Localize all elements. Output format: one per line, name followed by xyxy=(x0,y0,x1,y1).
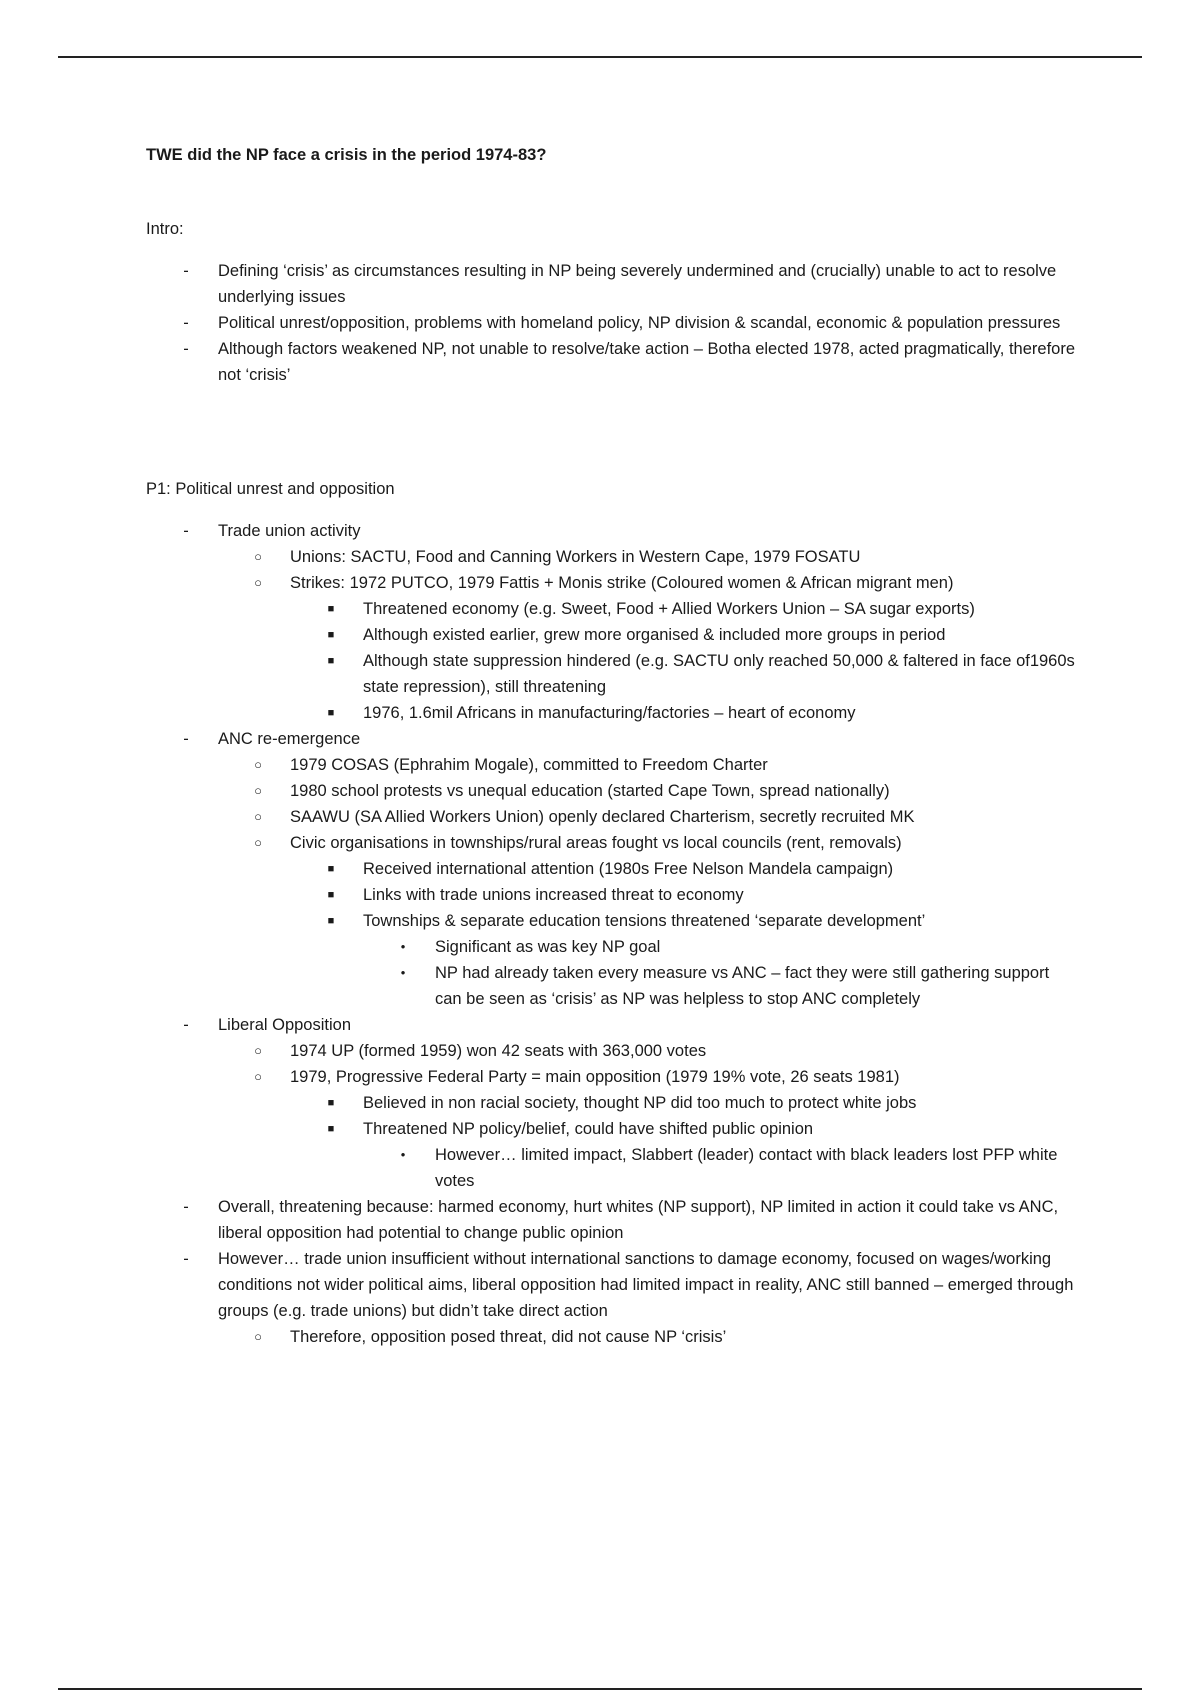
list-item: ○ Therefore, opposition posed threat, did not cause NP ‘crisis’ xyxy=(146,1324,1076,1350)
p1-section xyxy=(146,476,1076,1350)
dash-bullet-icon: - xyxy=(183,730,189,748)
square-bullet-icon: ■ xyxy=(327,707,335,719)
circle-bullet-icon: ○ xyxy=(254,757,262,772)
list-item: - Overall, threatening because: harmed economy, hurt whites (NP support), NP limited in action it could take vs ANC, liberal opposition had potential to change public opinion xyxy=(146,1194,1076,1246)
circle-bullet-icon: ○ xyxy=(254,809,262,824)
list-item: ■ Links with trade unions increased threat to economy xyxy=(146,882,1076,908)
circle-bullet-icon: ○ xyxy=(254,549,262,564)
list-item: ○ SAAWU (SA Allied Workers Union) openly declared Charterism, secretly recruited MK xyxy=(146,804,1076,830)
list-item: ■ Threatened economy (e.g. Sweet, Food + Allied Workers Union – SA sugar exports) xyxy=(146,596,1076,622)
list-item: ■ Although existed earlier, grew more organised & included more groups in period xyxy=(146,622,1076,648)
dash-bullet-icon: - xyxy=(183,1198,189,1216)
intro-heading: Intro: xyxy=(146,220,184,238)
dot-bullet-icon: • xyxy=(400,939,406,954)
list-item: ■ Threatened NP policy/belief, could have shifted public opinion xyxy=(146,1116,1076,1142)
square-bullet-icon: ■ xyxy=(327,655,335,667)
dot-bullet-icon: • xyxy=(400,1147,406,1162)
square-bullet-icon: ■ xyxy=(327,915,335,927)
list-item: ■ Received international attention (1980s Free Nelson Mandela campaign) xyxy=(146,856,1076,882)
list-item: ○ Civic organisations in townships/rural areas fought vs local councils (rent, removals) xyxy=(146,830,1076,856)
list-item: - ANC re-emergence xyxy=(146,726,1076,752)
list-item: ■ Townships & separate education tensions threatened ‘separate development’ xyxy=(146,908,1076,934)
list-item: ■ Believed in non racial society, thought NP did too much to protect white jobs xyxy=(146,1090,1076,1116)
list-item: • However… limited impact, Slabbert (leader) contact with black leaders lost PFP white votes xyxy=(146,1142,1076,1194)
list-item: • Significant as was key NP goal xyxy=(146,934,1076,960)
list-item: ○ Strikes: 1972 PUTCO, 1979 Fattis + Monis strike (Coloured women & African migrant men) xyxy=(146,570,1076,596)
dot-bullet-icon: • xyxy=(400,965,406,980)
square-bullet-icon: ■ xyxy=(327,629,335,641)
list-item: - However… trade union insufficient without international sanctions to damage economy, focused on wages/working conditions not wider political aims, liberal opposition had limited impact in reality, ANC still banned – emerged through groups (e.g. trade unions) but didn’t take direct action xyxy=(146,1246,1076,1324)
list-item: ■ Although state suppression hindered (e.g. SACTU only reached 50,000 & faltered in face of1960s state repression), still threatening xyxy=(146,648,1076,700)
dash-bullet-icon: - xyxy=(183,1016,189,1034)
dash-bullet-icon: - xyxy=(183,1250,189,1268)
p1-heading: P1: Political unrest and opposition xyxy=(146,480,395,498)
circle-bullet-icon: ○ xyxy=(254,783,262,798)
dash-bullet-icon: - xyxy=(183,314,189,332)
list-item: ○ Unions: SACTU, Food and Canning Workers in Western Cape, 1979 FOSATU xyxy=(146,544,1076,570)
intro-section xyxy=(146,216,1076,388)
circle-bullet-icon: ○ xyxy=(254,1043,262,1058)
list-item: • NP had already taken every measure vs ANC – fact they were still gathering support can be seen as ‘crisis’ as NP was helpless to stop ANC completely xyxy=(146,960,1076,1012)
square-bullet-icon: ■ xyxy=(327,1123,335,1135)
dash-bullet-icon: - xyxy=(183,262,189,280)
circle-bullet-icon: ○ xyxy=(254,1069,262,1084)
footer-rule xyxy=(58,1688,1142,1690)
circle-bullet-icon: ○ xyxy=(254,1329,262,1344)
header-rule xyxy=(58,56,1142,58)
list-item: ○ 1974 UP (formed 1959) won 42 seats with 363,000 votes xyxy=(146,1038,1076,1064)
list-item: - Trade union activity xyxy=(146,518,1076,544)
intro-item: - Defining ‘crisis’ as circumstances resulting in NP being severely undermined and (crucially) unable to act to resolve underlying issues xyxy=(146,258,1076,310)
dash-bullet-icon: - xyxy=(183,522,189,540)
square-bullet-icon: ■ xyxy=(327,603,335,615)
square-bullet-icon: ■ xyxy=(327,863,335,875)
intro-item: - Although factors weakened NP, not unable to resolve/take action – Botha elected 1978, acted pragmatically, therefore not ‘crisis’ xyxy=(146,336,1076,388)
list-item: ■ 1976, 1.6mil Africans in manufacturing/factories – heart of economy xyxy=(146,700,1076,726)
square-bullet-icon: ■ xyxy=(327,1097,335,1109)
list-item: ○ 1979, Progressive Federal Party = main opposition (1979 19% vote, 26 seats 1981) xyxy=(146,1064,1076,1090)
page-title: TWE did the NP face a crisis in the period 1974-83? xyxy=(146,146,547,164)
list-item: - Liberal Opposition xyxy=(146,1012,1076,1038)
list-item: ○ 1980 school protests vs unequal education (started Cape Town, spread nationally) xyxy=(146,778,1076,804)
circle-bullet-icon: ○ xyxy=(254,835,262,850)
square-bullet-icon: ■ xyxy=(327,889,335,901)
intro-item: - Political unrest/opposition, problems with homeland policy, NP division & scandal, economic & population pressures xyxy=(146,310,1076,336)
dash-bullet-icon: - xyxy=(183,340,189,358)
list-item: ○ 1979 COSAS (Ephrahim Mogale), committed to Freedom Charter xyxy=(146,752,1076,778)
circle-bullet-icon: ○ xyxy=(254,575,262,590)
